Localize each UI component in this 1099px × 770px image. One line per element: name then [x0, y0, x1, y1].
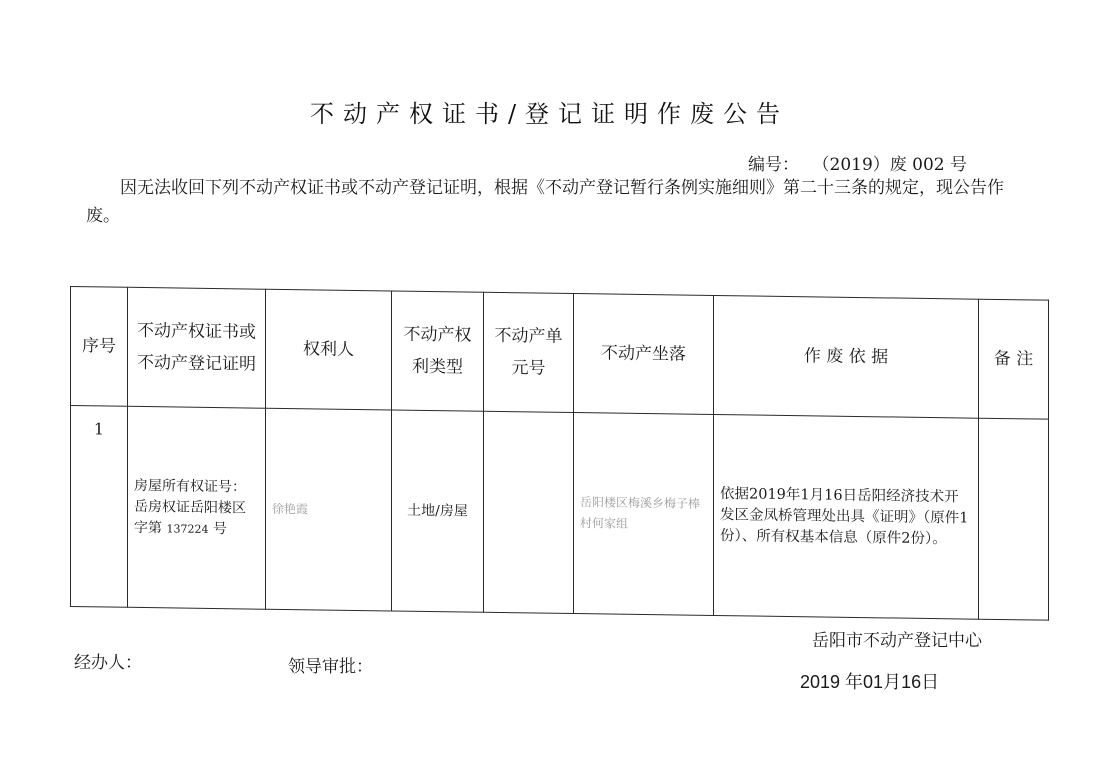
header-seq: 序号: [71, 287, 128, 407]
table-header-row: [71, 287, 1049, 420]
handler-label: 经办人：: [74, 653, 142, 673]
certificate-text: 房屋所有权证号：岳房权证岳阳楼区字第: [134, 477, 246, 536]
notice-body-text: 因无法收回下列不动产权证书或不动产登记证明，根据《不动产登记暂行条例实施细则》第二十三条的规定，现公告作废。: [86, 178, 1004, 226]
header-owner: 权利人: [266, 289, 392, 410]
header-remark: 备 注: [979, 299, 1049, 419]
header-certificate: 不动产权证书或不动产登记证明: [128, 287, 266, 408]
table-row: [71, 406, 1049, 621]
document-number-value: （2019）废 002 号: [821, 155, 968, 175]
cell-remark: [979, 418, 1049, 620]
cell-right-type: 土地/房屋: [392, 410, 484, 612]
certificate-suffix: 号: [208, 520, 227, 537]
cell-unit-number: [484, 411, 574, 613]
certificate-number: 137224: [166, 521, 209, 536]
header-basis: 作 废 依 据: [714, 295, 979, 418]
leader-approval-label: 领导审批：: [288, 657, 373, 677]
header-unit-number: 不动产单元号: [484, 292, 574, 412]
document-number-label: 编号：: [748, 155, 799, 175]
cell-basis: 依据2019年1月16日岳阳经济技术开发区金凤桥管理处出具《证明》（原件1份）、所有权基本信息（原件2份）。: [714, 414, 979, 619]
document-number: [748, 150, 967, 175]
header-location: 不动产坐落: [574, 294, 714, 415]
cell-location: 岳阳楼区梅溪乡梅子棒村何家组: [574, 413, 714, 616]
notice-table: [70, 286, 1049, 621]
cell-owner: 徐艳霞: [266, 408, 392, 611]
cell-seq: 1: [71, 406, 128, 608]
header-right-type: 不动产权利类型: [392, 291, 484, 411]
cell-certificate: [128, 406, 266, 609]
issuing-center: 岳阳市不动产登记中心: [812, 631, 982, 651]
issue-date: 2019 年01月16日: [800, 672, 940, 692]
document-title: 不动产权证书/登记证明作废公告: [309, 100, 790, 128]
